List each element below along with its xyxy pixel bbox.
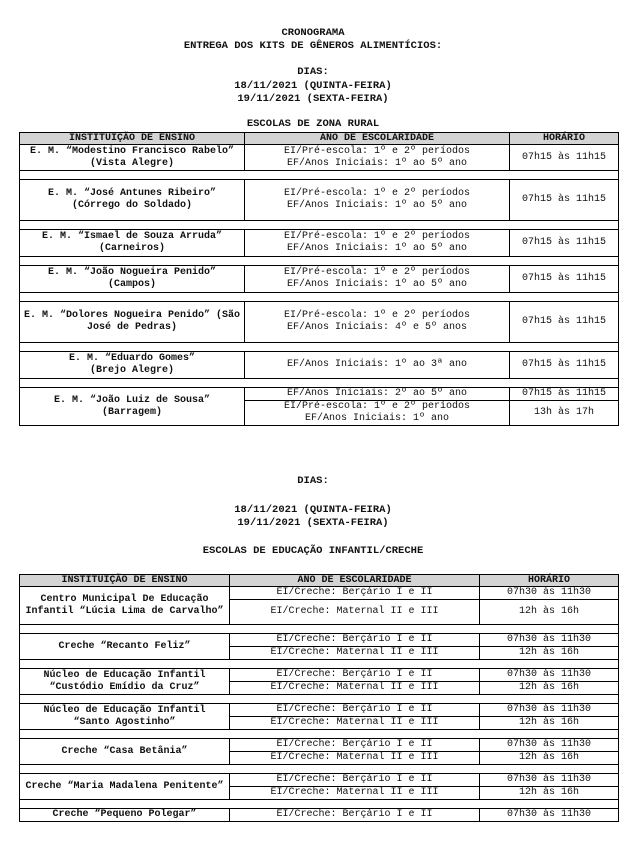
spacer-cell [20,660,619,669]
schooling-year: EI/Creche: Maternal II e III [230,600,480,625]
spacer-row [20,800,619,809]
schooling-year: EI/Pré-escola: 1º e 2º períodos EF/Anos Iniciais: 1º ano [245,401,510,426]
section-heading-rural: ESCOLAS DE ZONA RURAL [246,118,380,130]
spacer-row [20,221,619,230]
institution-name: E. M. “Eduardo Gomes” (Brejo Alegre) [20,352,245,379]
spacer-row [20,257,619,266]
delivery-time: 07h15 às 11h15 [510,352,619,379]
schooling-year: EF/Anos Iniciais: 2º ao 5º ano [245,388,510,401]
spacer-cell [20,765,619,774]
institution-name: E. M. “João Luiz de Sousa” (Barragem) [20,388,245,426]
date-1b: 19/11/2021 (SEXTA-FEIRA) [237,93,389,105]
delivery-time: 07h30 às 11h30 [480,634,619,647]
spacer-cell [20,625,619,634]
institution-name: E. M. “Dolores Nogueira Penido” (São José de Pedras) [20,302,245,343]
institution-name: Núcleo de Educação Infantil “Santo Agostinho” [20,704,230,730]
table-row [20,145,619,171]
table-row [20,809,619,822]
spacer-cell [20,293,619,302]
schooling-year: EI/Creche: Berçário I e II [230,809,480,822]
schooling-year: EI/Creche: Berçário I e II [230,774,480,787]
spacer-cell [20,343,619,352]
spacer-cell [20,730,619,739]
institution-name: Creche “Casa Betânia” [20,739,230,765]
schooling-year: EI/Pré-escola: 1º e 2º períodos EF/Anos Iniciais: 1º ao 5º ano [245,230,510,257]
col-header-institution: INSTITUIÇÃO DE ENSINO [20,133,245,145]
table-row [20,587,619,600]
delivery-time: 07h30 às 11h30 [480,587,619,600]
institution-name: Creche “Pequeno Polegar” [20,809,230,822]
delivery-time: 07h15 às 11h15 [510,145,619,171]
schooling-year: EI/Creche: Maternal II e III [230,752,480,765]
institution-name: E. M. “João Nogueira Penido” (Campos) [20,266,245,293]
table-row [20,669,619,682]
delivery-time: 12h às 16h [480,600,619,625]
spacer-row [20,379,619,388]
delivery-time: 07h30 às 11h30 [480,739,619,752]
schooling-year: EI/Creche: Maternal II e III [230,717,480,730]
spacer-cell [20,695,619,704]
spacer-cell [20,171,619,180]
delivery-time: 12h às 16h [480,752,619,765]
delivery-time: 12h às 16h [480,717,619,730]
schooling-year: EI/Creche: Maternal II e III [230,787,480,800]
spacer-cell [20,379,619,388]
col-header-institution: INSTITUIÇÃO DE ENSINO [20,575,230,587]
spacer-row [20,730,619,739]
spacer-row [20,625,619,634]
delivery-time: 12h às 16h [480,682,619,695]
schooling-year: EI/Pré-escola: 1º e 2º períodos EF/Anos Iniciais: 4º e 5º anos [245,302,510,343]
table-row [20,266,619,293]
col-header-year: ANO DE ESCOLARIDADE [230,575,480,587]
doc-title: CRONOGRAMA [281,27,345,39]
table-row [20,739,619,752]
delivery-time: 07h15 às 11h15 [510,302,619,343]
col-header-time: HORÁRIO [480,575,619,587]
table-row [20,230,619,257]
schooling-year: EI/Pré-escola: 1º e 2º períodos EF/Anos Iniciais: 1º ao 5º ano [245,180,510,221]
table-row [20,388,619,401]
date-2a: 18/11/2021 (QUINTA-FEIRA) [234,504,392,516]
schooling-year: EI/Creche: Berçário I e II [230,634,480,647]
delivery-time: 07h15 às 11h15 [510,230,619,257]
spacer-cell [20,800,619,809]
spacer-row [20,765,619,774]
table-row [20,704,619,717]
section-heading-creche: ESCOLAS DE EDUCAÇÃO INFANTIL/CRECHE [202,545,424,557]
delivery-time: 12h às 16h [480,787,619,800]
delivery-time: 13h às 17h [510,401,619,426]
schooling-year: EF/Anos Iniciais: 1º ao 3ª ano [245,352,510,379]
dias-label-2: DIAS: [297,475,329,487]
spacer-cell [20,221,619,230]
schooling-year: EI/Creche: Berçário I e II [230,704,480,717]
institution-name: E. M. “José Antunes Ribeiro” (Córrego do Soldado) [20,180,245,221]
spacer-row [20,171,619,180]
creche-schools-table [19,574,619,822]
delivery-time: 07h30 às 11h30 [480,669,619,682]
dias-label-1: DIAS: [297,66,329,78]
delivery-time: 07h15 às 11h15 [510,388,619,401]
spacer-row [20,695,619,704]
table-row [20,634,619,647]
schooling-year: EI/Creche: Maternal II e III [230,682,480,695]
schooling-year: EI/Pré-escola: 1º e 2º períodos EF/Anos Iniciais: 1º ao 5º ano [245,145,510,171]
date-1a: 18/11/2021 (QUINTA-FEIRA) [234,80,392,92]
schooling-year: EI/Creche: Berçário I e II [230,587,480,600]
delivery-time: 07h15 às 11h15 [510,266,619,293]
date-2b: 19/11/2021 (SEXTA-FEIRA) [237,517,389,529]
spacer-row [20,293,619,302]
schooling-year: EI/Creche: Berçário I e II [230,669,480,682]
rural-schools-table [19,132,619,426]
table-row [20,774,619,787]
schooling-year: EI/Creche: Maternal II e III [230,647,480,660]
col-header-time: HORÁRIO [510,133,619,145]
spacer-cell [20,257,619,266]
schooling-year: EI/Pré-escola: 1º e 2º períodos EF/Anos Iniciais: 1º ao 5º ano [245,266,510,293]
table-row [20,302,619,343]
delivery-time: 12h às 16h [480,647,619,660]
doc-subtitle: ENTREGA DOS KITS DE GÊNEROS ALIMENTÍCIOS: [183,40,443,52]
institution-name: Núcleo de Educação Infantil “Custódio Emídio da Cruz” [20,669,230,695]
delivery-time: 07h30 às 11h30 [480,704,619,717]
institution-name: Creche “Recanto Feliz” [20,634,230,660]
col-header-year: ANO DE ESCOLARIDADE [245,133,510,145]
delivery-time: 07h15 às 11h15 [510,180,619,221]
institution-name: E. M. “Ismael de Souza Arruda” (Carneiros) [20,230,245,257]
institution-name: Creche “Maria Madalena Penitente” [20,774,230,800]
spacer-row [20,343,619,352]
delivery-time: 07h30 às 11h30 [480,809,619,822]
table-row [20,352,619,379]
institution-name: Centro Municipal De Educação Infantil “Lúcia Lima de Carvalho” [20,587,230,625]
institution-name: E. M. “Modestino Francisco Rabelo” (Vista Alegre) [20,145,245,171]
delivery-time: 07h30 às 11h30 [480,774,619,787]
table-row [20,180,619,221]
schooling-year: EI/Creche: Berçário I e II [230,739,480,752]
spacer-row [20,660,619,669]
